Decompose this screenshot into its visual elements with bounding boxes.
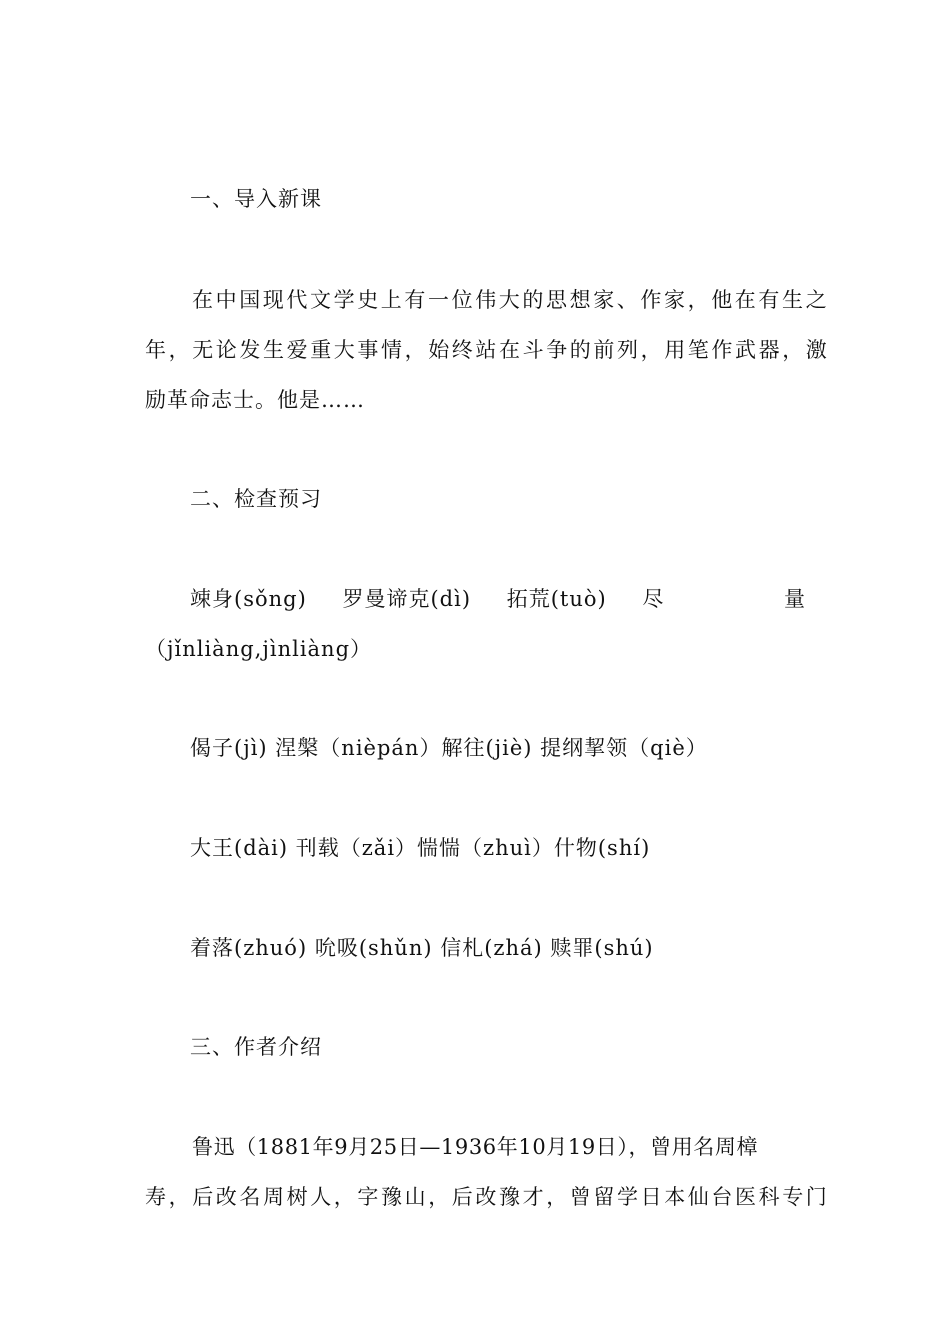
vocab-item: 罗曼谛克(dì) [342,587,472,611]
author-paragraph-line-1: 鲁迅（1881年9月25日—1936年10月19日），曾用名周樟 [192,1135,759,1159]
section-heading-preview: 二、检查预习 [190,487,322,511]
vocab-row-2: 偈子(jì) 涅槃（nièpán）解往(jiè) 提纲挈领（qiè） [190,736,708,760]
vocab-row-1-items [190,584,692,614]
author-paragraph-line-2: 寿，后改名周树人，字豫山，后改豫才，曾留学日本仙台医科专门 [145,1185,830,1209]
vocab-item: 尽 [642,587,665,611]
intro-paragraph-line-3: 励革命志士。他是…… [145,388,365,412]
section-heading-author: 三、作者介绍 [190,1035,322,1059]
vocab-row-3: 大王(dài) 刊载（zǎi）惴惴（zhuì）什物(shí) [190,836,651,860]
vocab-item: 竦身(sǒng) [190,587,307,611]
vocab-item: 拓荒(tuò) [506,587,607,611]
vocab-row-1-continuation: （jǐnliàng,jìnliàng） [145,637,373,661]
vocab-item-end: 量 [784,587,806,611]
intro-paragraph-line-2: 年，无论发生爱重大事情，始终站在斗争的前列，用笔作武器，激 [145,338,830,362]
vocab-row-1 [190,584,806,614]
section-heading-intro: 一、导入新课 [190,187,322,211]
vocab-row-4: 着落(zhuó) 吮吸(shǔn) 信札(zhá) 赎罪(shú) [190,936,654,960]
intro-paragraph-line-1: 在中国现代文学史上有一位伟大的思想家、作家，他在有生之 [192,288,830,312]
